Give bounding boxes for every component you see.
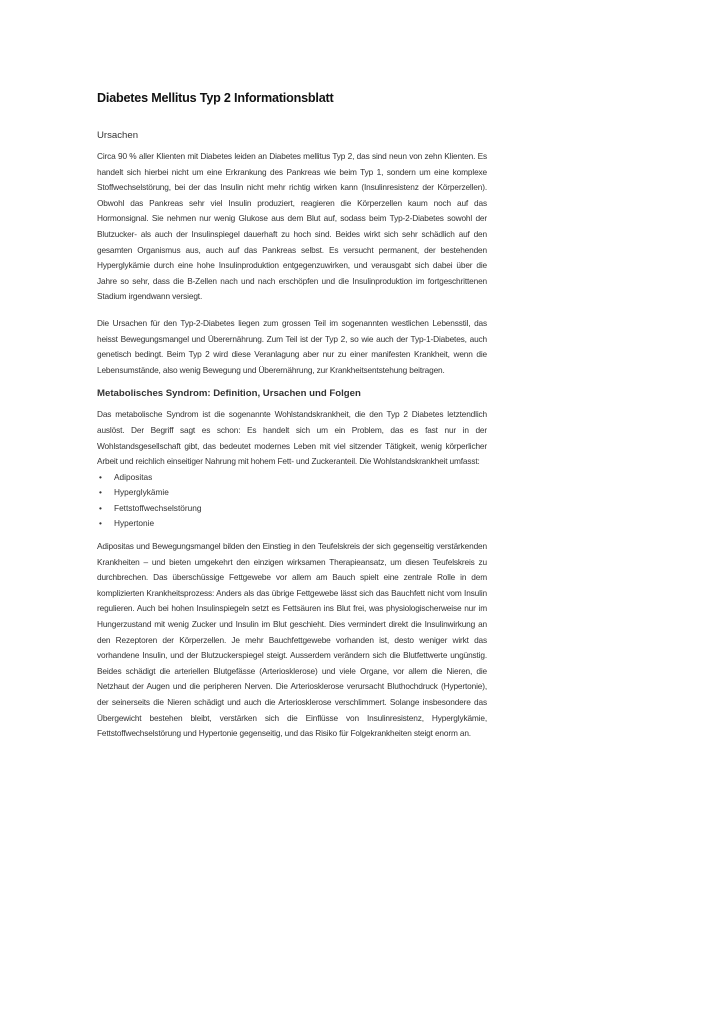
paragraph-causes-2: Die Ursachen für den Typ-2-Diabetes liegen zum grossen Teil im sogenannten westlichen Lebensstil, das heisst Bewegungsmangel und Überernährung. Zum Teil ist der Typ 2, so wie auch der Typ-1-Diabetes, auch genetisch bedingt. Beim Typ 2 wird diese Veranlagung aber nur zu einer manifesten Krankheit, wenn die Lebensumstände, also wenig Bewegung und Überernährung, zur Krankheitsentstehung beitragen. [97, 317, 487, 375]
paragraph-causes-1: Circa 90 % aller Klienten mit Diabetes leiden an Diabetes mellitus Typ 2, das sind neun von zehn Klienten. Es handelt sich hierbei nicht um eine Erkrankung des Pankreas wie beim Typ 1, sondern um eine komplexe Stoffwechselstörung, bei der das Insulin nicht mehr richtig wirken kann (Insulinresistenz der Körperzellen). Obwohl das Pankreas sehr viel Insulin produziert, reagieren die Körperzellen kaum noch auf das Hormonsignal. Sie nehmen nur wenig Glukose aus dem Blut auf, sodass beim Typ-2-Diabetes sowohl der Blutzucker- als auch der Insulinspiegel dauerhaft zu hoch sind. Beides wirkt sich sehr schädlich auf den gesamten Organismus aus, auch auf das Pankreas selbst. Es versucht permanent, der bestehenden Hyperglykämie durch eine hohe Insulinproduktion entgegenzuwirken, und verausgabt sich dabei über die Jahre so sehr, dass die B-Zellen nach und nach erschöpfen und die Insulinproduktion im fortgeschrittenen Stadium irgendwann versiegt. [97, 151, 487, 302]
syndrome-condition-list [97, 470, 487, 532]
section-heading-causes: Ursachen [97, 130, 139, 141]
list-item-label: Fettstoffwechselstörung [114, 502, 202, 513]
list-item [97, 516, 487, 532]
list-item [97, 470, 487, 486]
list-item-label: Adipositas [114, 471, 153, 482]
list-item-label: Hyperglykämie [114, 487, 169, 498]
section-heading-syndrome: Metabolisches Syndrom: Definition, Ursachen und Folgen [97, 388, 361, 400]
paragraph-syndrome-body: Adipositas und Bewegungsmangel bilden den Einstieg in den Teufelskreis der sich gegenseitig verstärkenden Krankheiten – und bieten umgekehrt den einzigen wirksamen Therapieansatz, um diesen Teufelskreis zu durchbrechen. Das überschüssige Fettgewebe vor allem am Bauch spielt eine zentrale Rolle in dem komplizierten Krankheitsprozess: Anders als das übrige Fettgewebe lässt sich das Bauchfett nicht vom Insulin regulieren. Auch bei hohen Insulinspiegeln setzt es Fettsäuren ins Blut frei, was physiologischerweise nur im Hungerzustand mit wenig Zucker und Insulin im Blut geschieht. Dies vermindert direkt die Insulinwirkung an den Rezeptoren der Körperzellen. Je mehr Bauchfettgewebe vorhanden ist, desto weniger wirkt das vorhandene Insulin, und der Blutzuckerspiegel steigt. Ausserdem verändern sich die Blutfettwerte ungünstig. Beides schädigt die arteriellen Blutgefässe (Arteriosklerose) und viele Organe, vor allem die Nieren, die Netzhaut der Augen und die peripheren Nerven. Die Arteriosklerose verursacht Bluthochdruck (Hypertonie), der seinerseits die Nieren schädigt und auch die Arteriosklerose verschlimmert. Solange insbesondere das Übergewicht bestehen bleibt, verstärken sich die Einflüsse von Insulinresistenz, Hyperglykämie, Fettstoffwechselstörung und Hypertonie gegenseitig, und das Risiko für Folgekrankheiten steigt enorm an. [97, 541, 487, 739]
bullet-icon: • [99, 518, 102, 529]
bullet-icon: • [99, 502, 102, 513]
paragraph-syndrome-intro: Das metabolische Syndrom ist die sogenannte Wohlstandskrankheit, die den Typ 2 Diabetes letztendlich auslöst. Der Begriff sagt es schon: Es handelt sich um ein Problem, das es fast nur in der Wohlstandsgesellschaft gibt, das bedeutet modernes Leben mit viel sitzender Tätigkeit, wenig körperlicher Arbeit und reichlich einseitiger Nahrung mit hohem Fett- und Zuckeranteil. Die Wohlstandskrankheit umfasst: [97, 409, 487, 467]
bullet-icon: • [99, 487, 102, 498]
bullet-icon: • [99, 471, 102, 482]
document-content [97, 91, 487, 742]
list-item [97, 501, 487, 517]
document-title: Diabetes Mellitus Typ 2 Informationsblatt [97, 91, 334, 105]
list-item [97, 485, 487, 501]
list-item-label: Hypertonie [114, 518, 155, 529]
